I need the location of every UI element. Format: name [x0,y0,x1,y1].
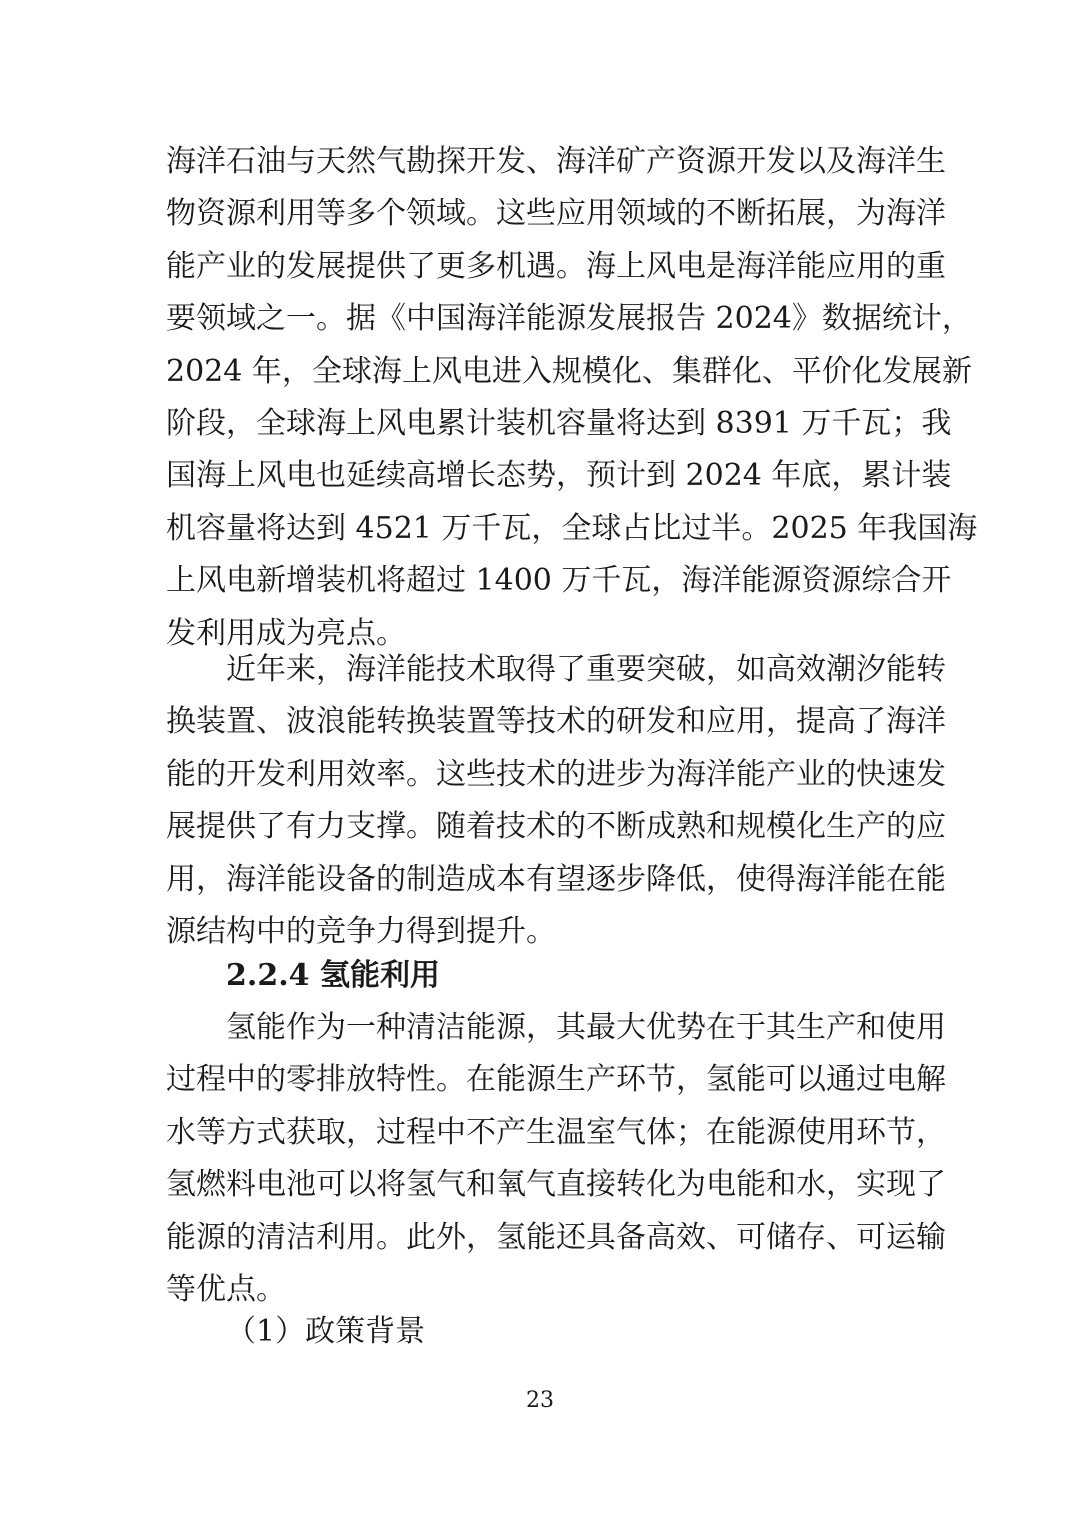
text-line: 过程中的零排放特性。在能源生产环节，氢能可以通过电解 [166,1062,946,1098]
text-line: 2024 年，全球海上风电进入规模化、集群化、平价化发展新 [166,353,972,389]
text-line: 能源的清洁利用。此外，氢能还具备高效、可储存、可运输 [166,1219,946,1255]
text-line: 上风电新增装机将超过 1400 万千瓦，海洋能源资源综合开 [166,563,952,599]
text-line: 国海上风电也延续高增长态势，预计到 2024 年底，累计装 [166,458,952,494]
text-line: 发利用成为亮点。 [166,615,406,651]
text-line: 能产业的发展提供了更多机遇。海上风电是海洋能应用的重 [166,248,946,284]
page-number: 23 [526,1388,554,1413]
text-line: 物资源利用等多个领域。这些应用领域的不断拓展，为海洋 [166,196,946,232]
text-line: 水等方式获取，过程中不产生温室气体；在能源使用环节， [166,1114,946,1150]
text-line: 海洋石油与天然气勘探开发、海洋矿产资源开发以及海洋生 [166,144,946,179]
section-heading-container [166,950,916,1002]
text-line: 源结构中的竞争力得到提升。 [166,913,556,949]
paragraph-ocean-tech [166,644,946,958]
paragraph-hydrogen [166,1002,946,1316]
text-line: 能的开发利用效率。这些技术的进步为海洋能产业的快速发 [166,756,946,792]
text-line: 氢能作为一种清洁能源，其最大优势在于其生产和使用 [226,1010,946,1045]
text-line: 阶段，全球海上风电累计装机容量将达到 8391 万千瓦；我 [166,405,952,441]
text-line: 等优点。 [166,1271,286,1307]
subheading-container [166,1306,916,1358]
text-line: 要领域之一。据《中国海洋能源发展报告 2024》数据统计， [166,301,972,337]
section-heading: 2.2.4 氢能利用 [226,958,440,993]
text-line: 氢燃料电池可以将氢气和氧气直接转化为电能和水，实现了 [166,1167,946,1203]
text-line: 展提供了有力支撑。随着技术的不断成熟和规模化生产的应 [166,809,946,845]
subheading-policy-background: （1）政策背景 [226,1314,426,1349]
text-line: 机容量将达到 4521 万千瓦，全球占比过半。2025 年我国海 [166,510,978,546]
text-line: 换装置、波浪能转换装置等技术的研发和应用，提高了海洋 [166,704,946,740]
text-line: 用，海洋能设备的制造成本有望逐步降低，使得海洋能在能 [166,861,946,897]
text-line: 近年来，海洋能技术取得了重要突破，如高效潮汐能转 [226,652,946,687]
paragraph-offshore-wind [166,136,978,660]
